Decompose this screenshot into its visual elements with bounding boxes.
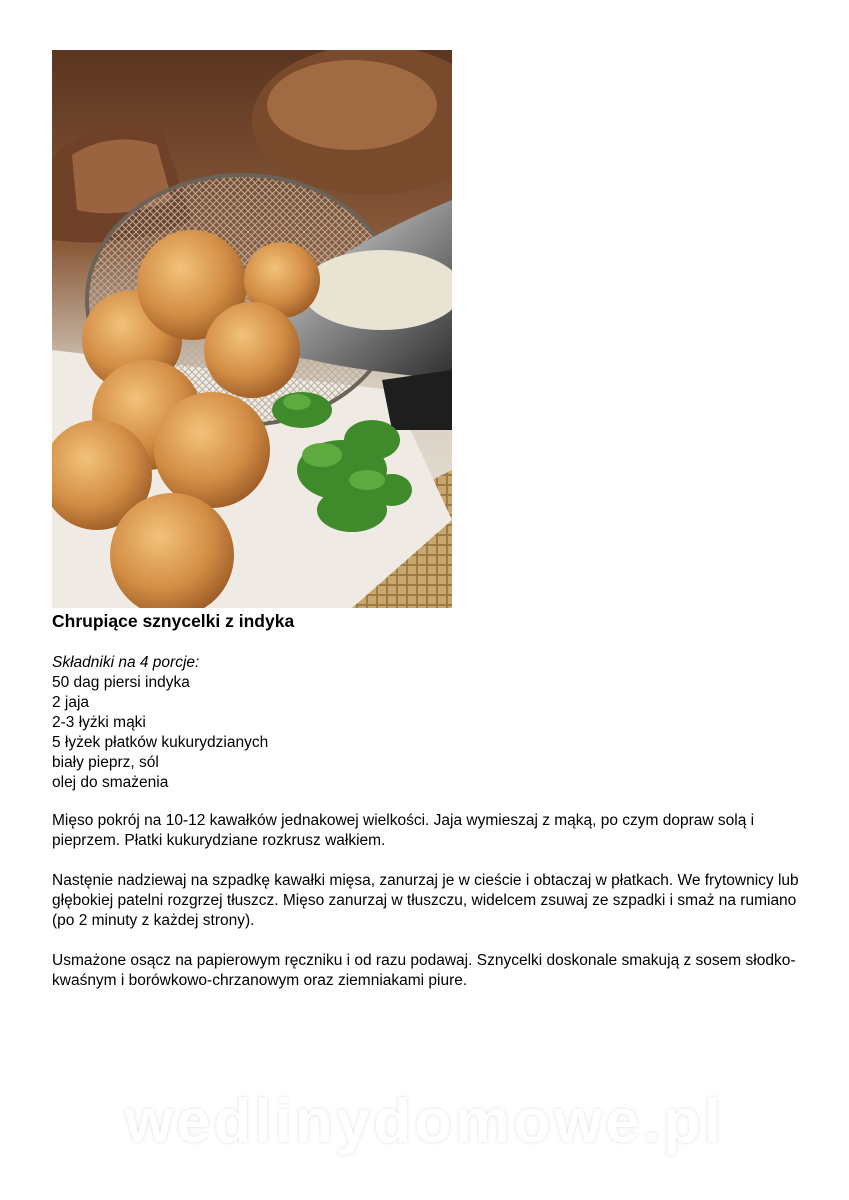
ingredients-list bbox=[52, 673, 268, 793]
breaded-turkey-balls-photo bbox=[52, 50, 452, 608]
ingredient-item: olej do smażenia bbox=[52, 774, 169, 791]
ingredient-item: 50 dag piersi indyka bbox=[52, 674, 190, 691]
step-paragraph: Usmażone osącz na papierowym ręczniku i od razu podawaj. Sznycelki doskonale smakują z sosem słodko-kwaśnym i borówkowo-chrzanowym oraz ziemniakami piure. bbox=[52, 952, 796, 989]
site-watermark: wedlinydomowe.pl bbox=[124, 1087, 725, 1156]
ingredient-item: biały pieprz, sól bbox=[52, 754, 159, 771]
ingredients-heading: Składniki na 4 porcje: bbox=[52, 654, 200, 671]
recipe-photo bbox=[52, 50, 452, 608]
ingredients-section bbox=[52, 653, 268, 793]
ingredient-item: 5 łyżek płatków kukurydzianych bbox=[52, 734, 269, 751]
ingredient-item: 2 jaja bbox=[52, 694, 90, 711]
recipe-title: Chrupiące sznycelki z indyka bbox=[52, 611, 295, 631]
step-paragraph: Mięso pokrój na 10-12 kawałków jednakowej wielkości. Jaja wymieszaj z mąką, po czym dopraw solą i pieprzem. Płatki kukurydziane rozkrusz wałkiem. bbox=[52, 812, 755, 849]
ingredient-item: 2-3 łyżki mąki bbox=[52, 714, 146, 731]
step-paragraph: Nastęnie nadziewaj na szpadkę kawałki mięsa, zanurzaj je w cieście i obtaczaj w płatkach. We frytownicy lub głębokiej patelni rozgrzej tłuszcz. Mięso zanurzaj w tłuszczu, widelcem zsuwaj ze szpadki i smaż na rumiano (po 2 minuty z każdej strony). bbox=[52, 872, 799, 929]
preparation-steps bbox=[52, 811, 812, 1011]
